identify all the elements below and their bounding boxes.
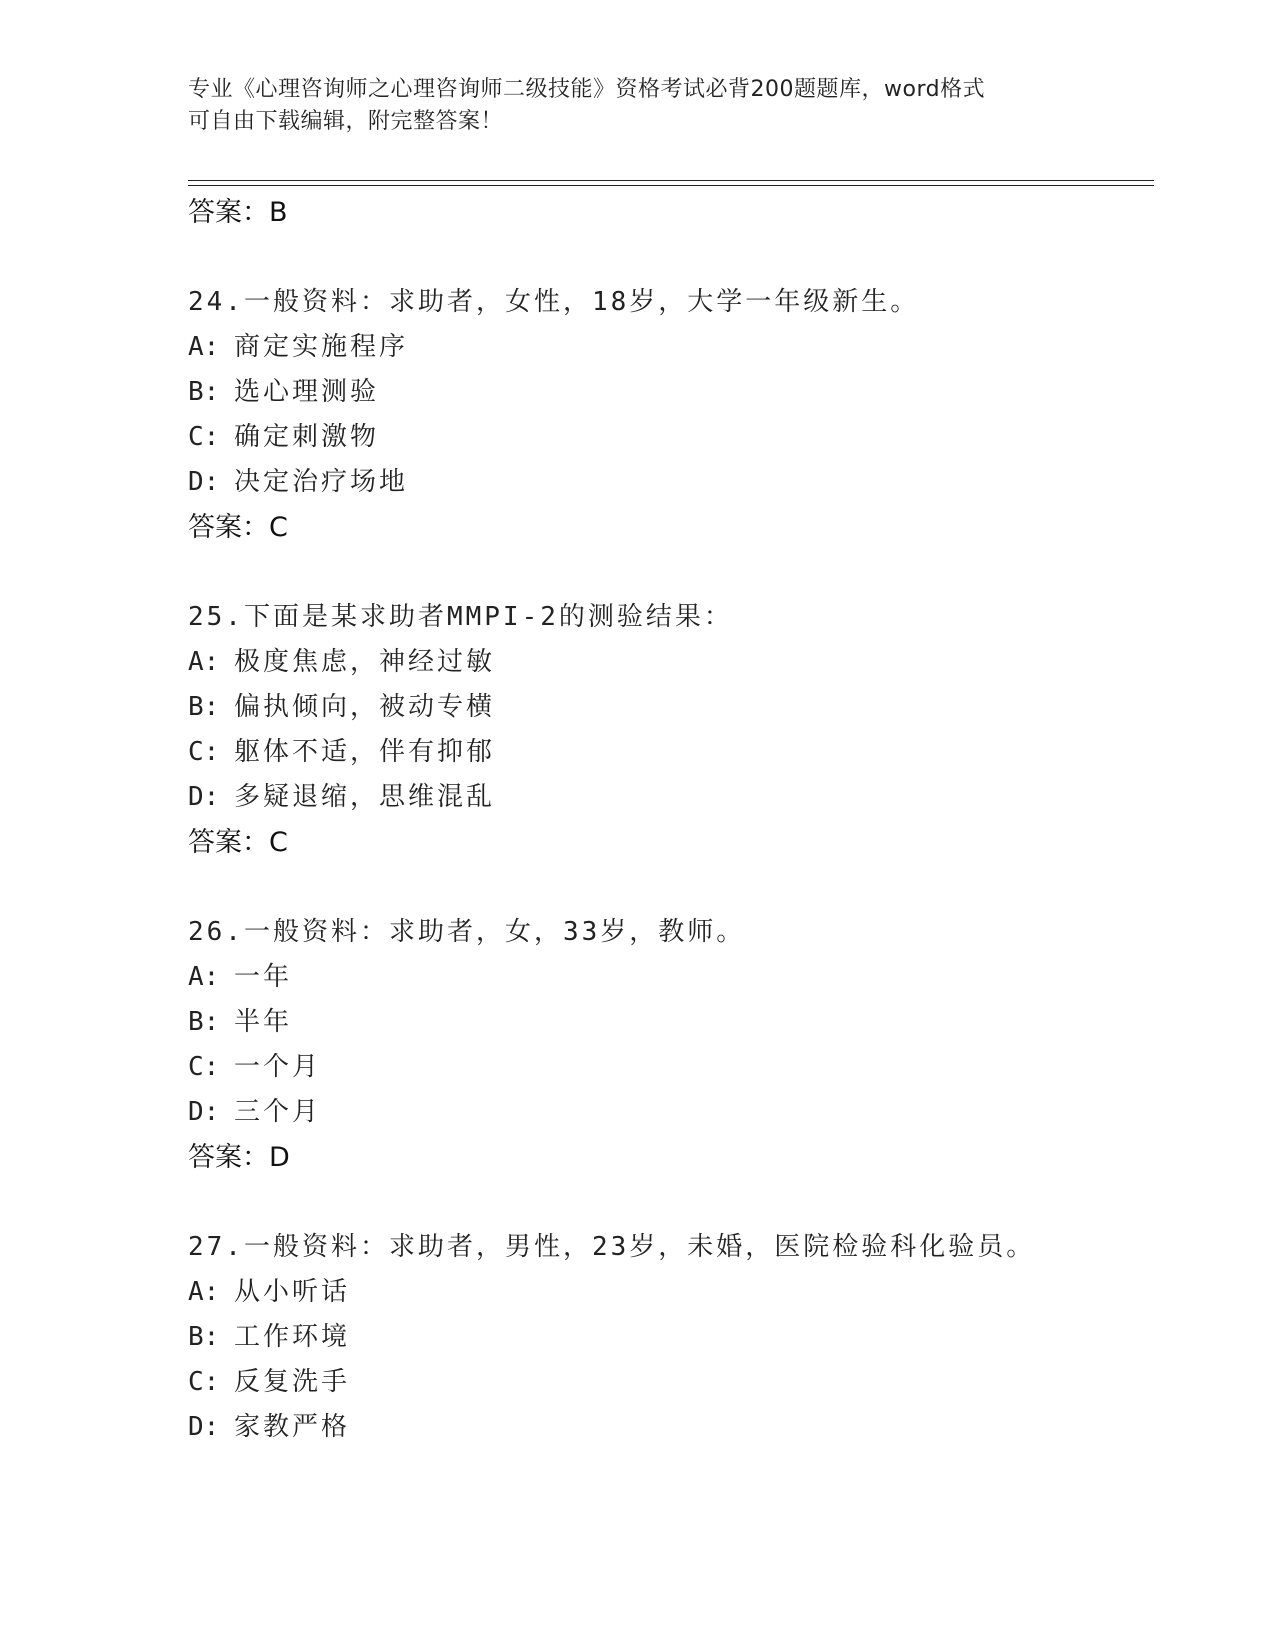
question-item [188, 910, 1148, 1181]
option-a [188, 325, 1148, 370]
option-text: 多疑退缩，思维混乱 [234, 782, 496, 812]
option-a [188, 955, 1148, 1000]
option-text: 极度焦虑，神经过敏 [234, 647, 496, 677]
answer-line: 答案：D [188, 1142, 290, 1173]
header-line-2: 可自由下载编辑，附完整答案！ [188, 109, 504, 134]
option-text: 商定实施程序 [234, 332, 409, 362]
header-divider-top [188, 180, 1154, 181]
question-item [188, 595, 1148, 866]
option-text: 半年 [234, 1007, 293, 1037]
option-key: D: [188, 1412, 220, 1442]
option-key: C: [188, 1052, 220, 1082]
option-text: 一年 [234, 962, 293, 992]
option-key: D: [188, 782, 220, 812]
option-key: A: [188, 1277, 220, 1307]
option-key: C: [188, 737, 220, 767]
question-text: 27.一般资料：求助者，男性，23岁，未婚，医院检验科化验员。 [188, 1232, 1036, 1262]
option-key: D: [188, 467, 220, 497]
option-text: 决定治疗场地 [234, 467, 409, 497]
option-c [188, 1045, 1148, 1090]
option-b [188, 1000, 1148, 1045]
option-text: 偏执倾向，被动专横 [234, 692, 496, 722]
answer-line: 答案：C [188, 512, 288, 543]
option-key: B: [188, 1322, 220, 1352]
option-key: A: [188, 962, 220, 992]
option-a [188, 640, 1148, 685]
option-text: 躯体不适，伴有抑郁 [234, 737, 496, 767]
option-text: 三个月 [234, 1097, 322, 1127]
option-c [188, 415, 1148, 460]
question-text: 25.下面是某求助者MMPI-2的测验结果： [188, 602, 733, 632]
option-key: B: [188, 692, 220, 722]
option-b [188, 685, 1148, 730]
option-key: D: [188, 1097, 220, 1127]
option-c [188, 730, 1148, 775]
question-text: 26.一般资料：求助者，女，33岁，教师。 [188, 917, 746, 947]
option-d [188, 1405, 1148, 1450]
option-text: 工作环境 [234, 1322, 351, 1352]
option-d [188, 775, 1148, 820]
option-c [188, 1360, 1148, 1405]
option-text: 选心理测验 [234, 377, 380, 407]
option-key: C: [188, 1367, 220, 1397]
answer-line: 答案：B [188, 197, 288, 228]
answer-line: 答案：C [188, 827, 288, 858]
option-key: B: [188, 377, 220, 407]
option-key: A: [188, 332, 220, 362]
option-b [188, 1315, 1148, 1360]
header-line-1: 专业《心理咨询师之心理咨询师二级技能》资格考试必背200题题库，word格式 [188, 77, 986, 102]
option-key: A: [188, 647, 220, 677]
option-text: 家教严格 [234, 1412, 351, 1442]
option-b [188, 370, 1148, 415]
question-text: 24.一般资料：求助者，女性，18岁，大学一年级新生。 [188, 287, 920, 317]
question-item [188, 1225, 1148, 1450]
option-key: B: [188, 1007, 220, 1037]
option-text: 从小听话 [234, 1277, 351, 1307]
question-list [188, 190, 1148, 1450]
option-d [188, 1090, 1148, 1135]
header-divider-bottom [188, 185, 1154, 186]
option-a [188, 1270, 1148, 1315]
option-key: C: [188, 422, 220, 452]
document-header [188, 74, 1088, 138]
option-d [188, 460, 1148, 505]
question-item [188, 280, 1148, 551]
option-text: 一个月 [234, 1052, 322, 1082]
option-text: 确定刺激物 [234, 422, 380, 452]
option-text: 反复洗手 [234, 1367, 351, 1397]
